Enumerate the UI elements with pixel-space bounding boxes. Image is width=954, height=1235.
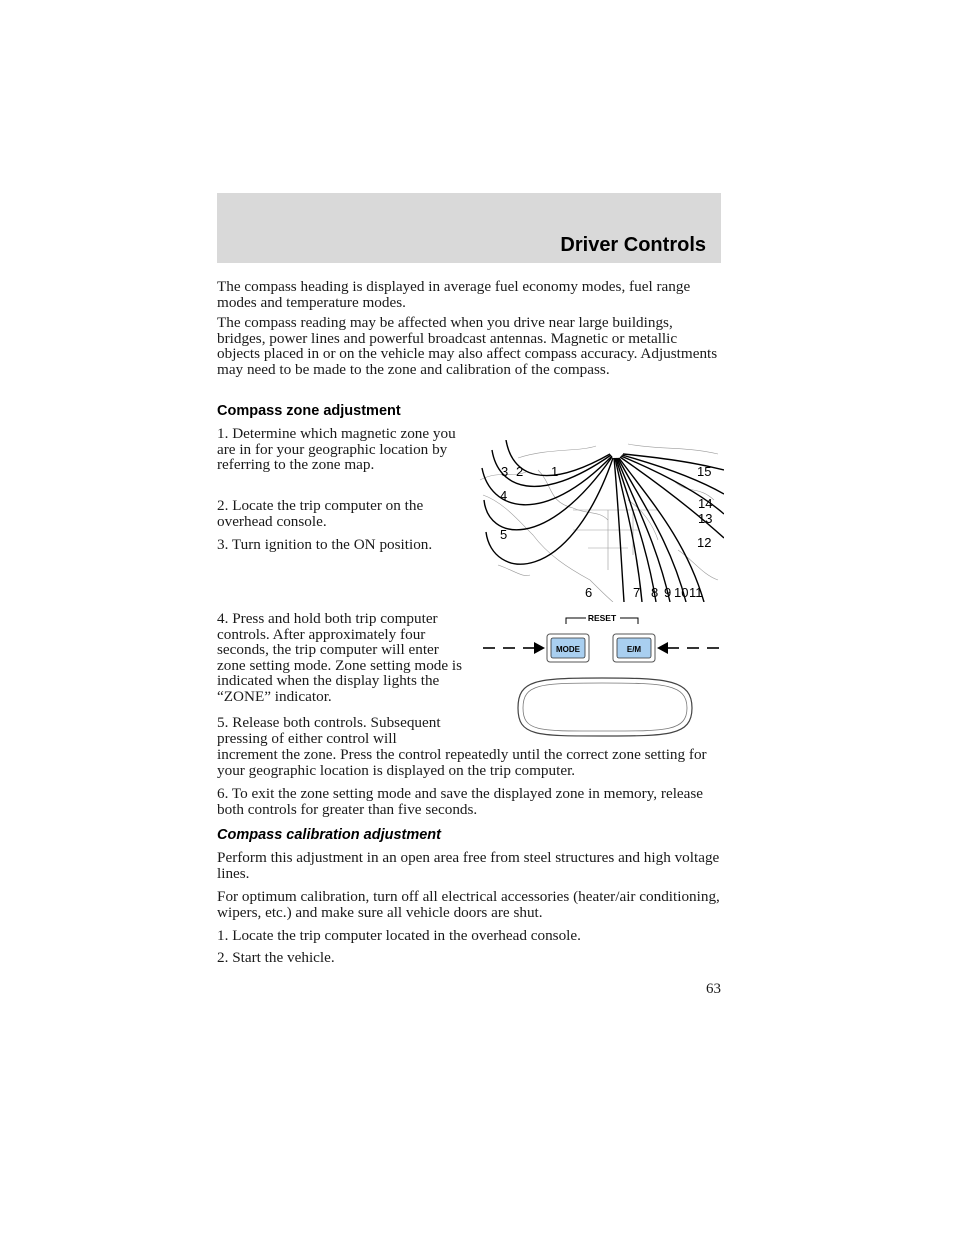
reset-label: RESET bbox=[587, 613, 617, 623]
intro-paragraph-2: The compass reading may be affected when you drive near large buildings, bridges, power lines and powerful broadcast antennas. Magnetic or metallic objects placed in or on the vehicle may also affect compass accuracy. Adjustments may need to be made to the zone and calibration of the compass. bbox=[217, 314, 718, 378]
section-title: Driver Controls bbox=[560, 234, 706, 256]
calibration-heading: Compass calibration adjustment bbox=[217, 827, 441, 843]
zone-label: 4 bbox=[500, 488, 508, 503]
em-button[interactable] bbox=[613, 634, 655, 662]
zone-label: 15 bbox=[697, 464, 712, 479]
calibration-step-2: 2. Start the vehicle. bbox=[217, 949, 335, 966]
zone-label: 8 bbox=[651, 585, 659, 600]
zone-label: 12 bbox=[697, 535, 712, 550]
zone-step-4: 4. Press and hold both trip computer controls. After approximately four seconds, the trip computer will enter zone setting mode. Zone setting mode is indicated when the display lights the “ZONE” indicator. bbox=[217, 610, 463, 705]
overhead-console-diagram bbox=[478, 608, 724, 740]
zone-label: 11 bbox=[689, 585, 703, 600]
zone-step-2: 2. Locate the trip computer on the overhead console. bbox=[217, 497, 424, 530]
zone-label: 6 bbox=[585, 585, 593, 600]
zone-label: 1 bbox=[551, 464, 559, 479]
calibration-step-1: 1. Locate the trip computer located in the overhead console. bbox=[217, 927, 581, 944]
page-number: 63 bbox=[706, 981, 721, 997]
calibration-paragraph-2: For optimum calibration, turn off all electrical accessories (heater/air conditioning, wipers, etc.) and make sure all vehicle doors are shut. bbox=[217, 888, 720, 921]
calibration-paragraph-1: Perform this adjustment in an open area free from steel structures and high voltage lines. bbox=[217, 849, 720, 882]
mode-button[interactable] bbox=[547, 634, 589, 662]
zone-label: 5 bbox=[500, 527, 508, 542]
zone-step-5-continued: increment the zone. Press the control repeatedly until the correct zone setting for your geographic location is displayed on the trip computer. bbox=[217, 746, 707, 779]
zone-step-6: 6. To exit the zone setting mode and save the displayed zone in memory, release both controls for greater than five seconds. bbox=[217, 785, 704, 818]
intro-paragraph-1: The compass heading is displayed in average fuel economy modes, fuel range modes and temperature modes. bbox=[217, 278, 691, 311]
zone-label: 13 bbox=[698, 511, 713, 526]
zone-step-3: 3. Turn ignition to the ON position. bbox=[217, 536, 433, 553]
zone-label: 9 bbox=[664, 585, 672, 600]
zone-label: 7 bbox=[633, 585, 641, 600]
zone-label: 10 bbox=[674, 585, 689, 600]
trip-computer-display bbox=[518, 678, 692, 736]
zone-step-5: 5. Release both controls. Subsequent pressing of either control will bbox=[217, 714, 441, 747]
section-header bbox=[217, 193, 721, 263]
mode-label: MODE bbox=[556, 645, 580, 654]
zone-label: 3 bbox=[501, 464, 509, 479]
zone-map bbox=[478, 440, 724, 602]
em-label: E/M bbox=[626, 645, 642, 654]
zone-label: 14 bbox=[698, 496, 713, 511]
zone-label: 2 bbox=[516, 464, 524, 479]
zone-step-1: 1. Determine which magnetic zone you are in for your geographic location by referring to the zone map. bbox=[217, 425, 456, 473]
zone-heading: Compass zone adjustment bbox=[217, 403, 401, 419]
